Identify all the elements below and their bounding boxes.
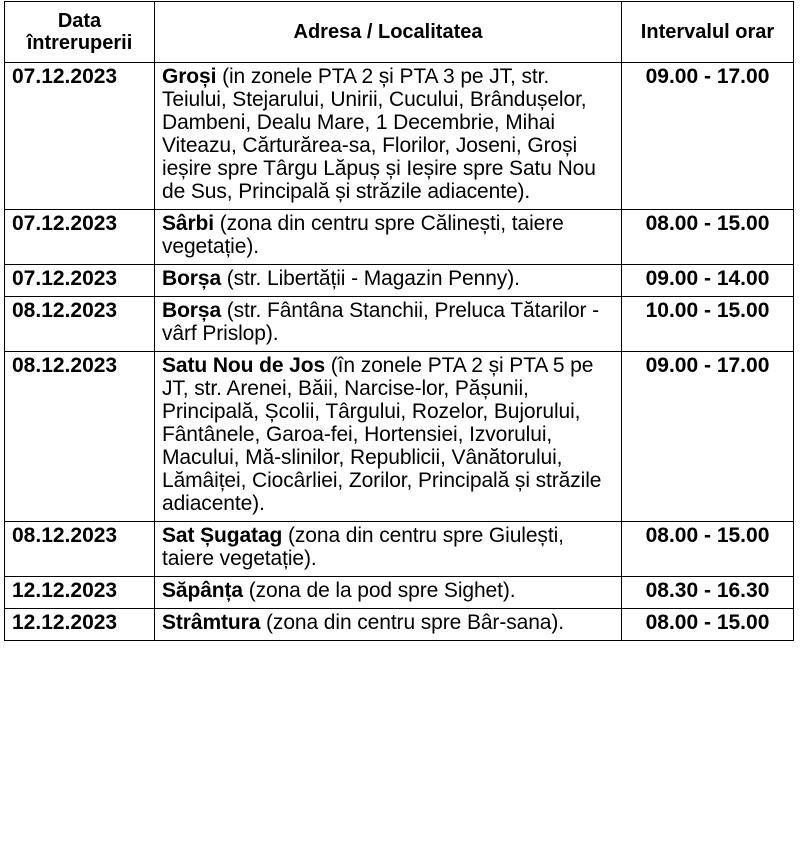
header-address: Adresa / Localitatea (155, 2, 622, 63)
row-place: Borșa (162, 299, 222, 322)
row-place: Strâmtura (162, 611, 261, 634)
row-date: 08.12.2023 (5, 352, 155, 522)
row-detail: (str. Fântâna Stanchii, Preluca Tătarilor - vârf Prislop). (162, 299, 600, 345)
header-interval: Intervalul orar (622, 2, 794, 63)
table-row (5, 609, 794, 641)
row-interval: 10.00 - 15.00 (622, 297, 794, 352)
table-row (5, 63, 794, 210)
row-interval: 09.00 - 17.00 (622, 352, 794, 522)
outage-schedule-table (4, 1, 794, 641)
table-body (5, 63, 794, 641)
row-detail: (in zonele PTA 2 și PTA 3 pe JT, str. Teiului, Stejarului, Unirii, Cucului, Brândușelor, Dambeni, Dealu Mare, 1 Decembrie, Mihai Viteazu, Cărturărea-sa, Florilor, Joseni, Groși ieșire spre Târgu Lăpuș și Ieșire spre Satu Nou de Sus, Principală și străzile adiacente). (162, 65, 596, 203)
row-place: Sârbi (162, 212, 215, 235)
row-interval: 08.00 - 15.00 (622, 210, 794, 265)
row-date: 07.12.2023 (5, 265, 155, 297)
row-place: Groși (162, 65, 217, 88)
row-interval: 08.30 - 16.30 (622, 577, 794, 609)
row-address (155, 352, 622, 522)
row-date: 08.12.2023 (5, 522, 155, 577)
row-address (155, 63, 622, 210)
row-interval: 09.00 - 17.00 (622, 63, 794, 210)
row-detail: (str. Libertății - Magazin Penny). (221, 267, 520, 290)
row-interval: 08.00 - 15.00 (622, 609, 794, 641)
row-place: Borșa (162, 267, 222, 290)
row-address (155, 297, 622, 352)
row-interval: 08.00 - 15.00 (622, 522, 794, 577)
row-address (155, 522, 622, 577)
row-date: 08.12.2023 (5, 297, 155, 352)
table-row (5, 577, 794, 609)
row-date: 12.12.2023 (5, 609, 155, 641)
header-date: Data întreruperii (5, 2, 155, 63)
row-detail: (zona de la pod spre Sighet). (243, 579, 516, 602)
row-date: 07.12.2023 (5, 210, 155, 265)
row-detail: (zona din centru spre Giulești, taiere vegetație). (162, 524, 564, 570)
table-row (5, 265, 794, 297)
row-address (155, 577, 622, 609)
row-place: Sat Șugatag (162, 524, 283, 547)
row-detail: (în zonele PTA 2 și PTA 5 pe JT, str. Arenei, Băii, Narcise-lor, Pășunii, Principală, Școlii, Târgului, Rozelor, Bujorului, Fântânele, Garoa-fei, Hortensiei, Izvorului, Macului, Mă-slinilor, Republicii, Vânătorului, Lămâiței, Ciocârliei, Zorilor, Principală și străzile adiacente). (162, 354, 602, 515)
row-detail: (zona din centru spre Călinești, taiere vegetație). (162, 212, 564, 258)
table-row (5, 210, 794, 265)
row-place: Satu Nou de Jos (162, 354, 326, 377)
row-detail: (zona din centru spre Bâr-sana). (260, 611, 564, 634)
table-header-row (5, 2, 794, 63)
table-row (5, 522, 794, 577)
row-place: Săpânța (162, 579, 243, 602)
row-address (155, 210, 622, 265)
table-row (5, 352, 794, 522)
row-date: 07.12.2023 (5, 63, 155, 210)
table-row (5, 297, 794, 352)
row-address (155, 265, 622, 297)
row-interval: 09.00 - 14.00 (622, 265, 794, 297)
row-address (155, 609, 622, 641)
row-date: 12.12.2023 (5, 577, 155, 609)
